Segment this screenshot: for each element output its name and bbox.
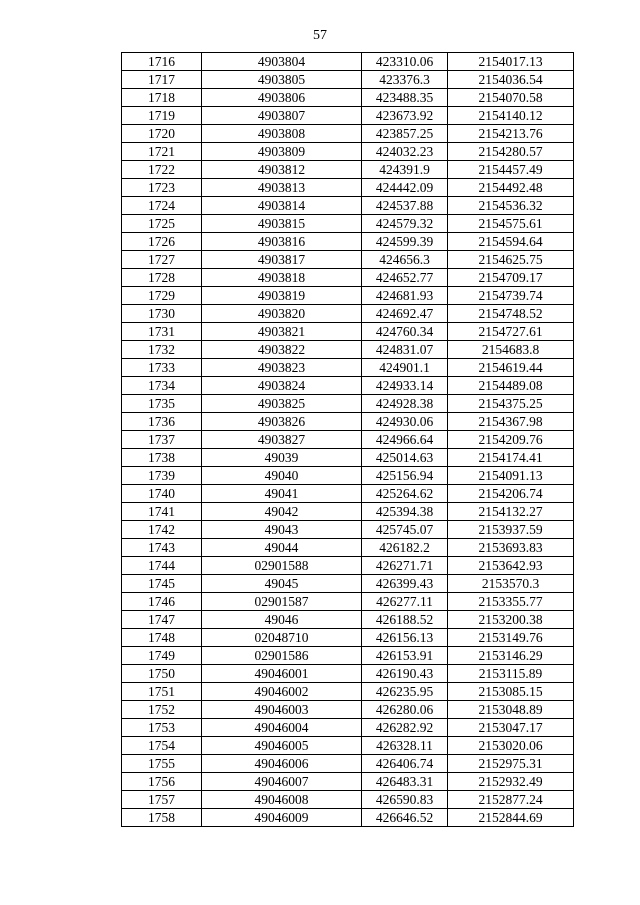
point-id-cell: 4903804 bbox=[202, 53, 362, 71]
x-coordinate-cell: 424442.09 bbox=[362, 179, 448, 197]
point-id-cell: 4903813 bbox=[202, 179, 362, 197]
row-index-cell: 1733 bbox=[122, 359, 202, 377]
table-row bbox=[122, 557, 574, 575]
row-index-cell: 1721 bbox=[122, 143, 202, 161]
point-id-cell: 49046001 bbox=[202, 665, 362, 683]
table-row bbox=[122, 611, 574, 629]
y-coordinate-cell: 2154457.49 bbox=[448, 161, 574, 179]
row-index-cell: 1740 bbox=[122, 485, 202, 503]
point-id-cell: 4903825 bbox=[202, 395, 362, 413]
row-index-cell: 1734 bbox=[122, 377, 202, 395]
table-row bbox=[122, 359, 574, 377]
row-index-cell: 1725 bbox=[122, 215, 202, 233]
table-row bbox=[122, 287, 574, 305]
point-id-cell: 4903823 bbox=[202, 359, 362, 377]
point-id-cell: 02901587 bbox=[202, 593, 362, 611]
table-row bbox=[122, 449, 574, 467]
y-coordinate-cell: 2154375.25 bbox=[448, 395, 574, 413]
x-coordinate-cell: 424656.3 bbox=[362, 251, 448, 269]
point-id-cell: 4903819 bbox=[202, 287, 362, 305]
table-row bbox=[122, 269, 574, 287]
x-coordinate-cell: 424692.47 bbox=[362, 305, 448, 323]
point-id-cell: 02901588 bbox=[202, 557, 362, 575]
y-coordinate-cell: 2153085.15 bbox=[448, 683, 574, 701]
y-coordinate-cell: 2153642.93 bbox=[448, 557, 574, 575]
y-coordinate-cell: 2154091.13 bbox=[448, 467, 574, 485]
point-id-cell: 49046005 bbox=[202, 737, 362, 755]
y-coordinate-cell: 2154280.57 bbox=[448, 143, 574, 161]
row-index-cell: 1749 bbox=[122, 647, 202, 665]
row-index-cell: 1720 bbox=[122, 125, 202, 143]
coordinates-table bbox=[121, 52, 574, 827]
x-coordinate-cell: 426182.2 bbox=[362, 539, 448, 557]
point-id-cell: 49041 bbox=[202, 485, 362, 503]
row-index-cell: 1728 bbox=[122, 269, 202, 287]
row-index-cell: 1722 bbox=[122, 161, 202, 179]
point-id-cell: 4903826 bbox=[202, 413, 362, 431]
x-coordinate-cell: 423310.06 bbox=[362, 53, 448, 71]
x-coordinate-cell: 426280.06 bbox=[362, 701, 448, 719]
y-coordinate-cell: 2154174.41 bbox=[448, 449, 574, 467]
table-row bbox=[122, 89, 574, 107]
x-coordinate-cell: 425745.07 bbox=[362, 521, 448, 539]
row-index-cell: 1755 bbox=[122, 755, 202, 773]
table-row bbox=[122, 701, 574, 719]
x-coordinate-cell: 424930.06 bbox=[362, 413, 448, 431]
point-id-cell: 49043 bbox=[202, 521, 362, 539]
point-id-cell: 49046002 bbox=[202, 683, 362, 701]
point-id-cell: 49046004 bbox=[202, 719, 362, 737]
y-coordinate-cell: 2153355.77 bbox=[448, 593, 574, 611]
row-index-cell: 1742 bbox=[122, 521, 202, 539]
y-coordinate-cell: 2154489.08 bbox=[448, 377, 574, 395]
table-row bbox=[122, 305, 574, 323]
point-id-cell: 4903827 bbox=[202, 431, 362, 449]
point-id-cell: 4903805 bbox=[202, 71, 362, 89]
x-coordinate-cell: 426235.95 bbox=[362, 683, 448, 701]
row-index-cell: 1738 bbox=[122, 449, 202, 467]
y-coordinate-cell: 2153048.89 bbox=[448, 701, 574, 719]
row-index-cell: 1752 bbox=[122, 701, 202, 719]
table-row bbox=[122, 791, 574, 809]
table-row bbox=[122, 341, 574, 359]
table-row bbox=[122, 521, 574, 539]
table-row bbox=[122, 125, 574, 143]
table-row bbox=[122, 665, 574, 683]
table-row bbox=[122, 53, 574, 71]
row-index-cell: 1716 bbox=[122, 53, 202, 71]
table-row bbox=[122, 539, 574, 557]
x-coordinate-cell: 424537.88 bbox=[362, 197, 448, 215]
table-row bbox=[122, 107, 574, 125]
y-coordinate-cell: 2154619.44 bbox=[448, 359, 574, 377]
x-coordinate-cell: 424760.34 bbox=[362, 323, 448, 341]
y-coordinate-cell: 2154213.76 bbox=[448, 125, 574, 143]
table-row bbox=[122, 575, 574, 593]
y-coordinate-cell: 2152844.69 bbox=[448, 809, 574, 827]
point-id-cell: 4903822 bbox=[202, 341, 362, 359]
y-coordinate-cell: 2154727.61 bbox=[448, 323, 574, 341]
y-coordinate-cell: 2154683.8 bbox=[448, 341, 574, 359]
point-id-cell: 4903807 bbox=[202, 107, 362, 125]
x-coordinate-cell: 425014.63 bbox=[362, 449, 448, 467]
table-row bbox=[122, 179, 574, 197]
x-coordinate-cell: 426399.43 bbox=[362, 575, 448, 593]
row-index-cell: 1754 bbox=[122, 737, 202, 755]
row-index-cell: 1732 bbox=[122, 341, 202, 359]
point-id-cell: 49040 bbox=[202, 467, 362, 485]
y-coordinate-cell: 2153693.83 bbox=[448, 539, 574, 557]
table-row bbox=[122, 233, 574, 251]
point-id-cell: 4903814 bbox=[202, 197, 362, 215]
row-index-cell: 1747 bbox=[122, 611, 202, 629]
point-id-cell: 4903806 bbox=[202, 89, 362, 107]
row-index-cell: 1727 bbox=[122, 251, 202, 269]
y-coordinate-cell: 2154575.61 bbox=[448, 215, 574, 233]
point-id-cell: 4903812 bbox=[202, 161, 362, 179]
y-coordinate-cell: 2153937.59 bbox=[448, 521, 574, 539]
x-coordinate-cell: 424599.39 bbox=[362, 233, 448, 251]
table-row bbox=[122, 197, 574, 215]
y-coordinate-cell: 2154036.54 bbox=[448, 71, 574, 89]
table-row bbox=[122, 683, 574, 701]
y-coordinate-cell: 2154140.12 bbox=[448, 107, 574, 125]
row-index-cell: 1753 bbox=[122, 719, 202, 737]
x-coordinate-cell: 426271.71 bbox=[362, 557, 448, 575]
y-coordinate-cell: 2153200.38 bbox=[448, 611, 574, 629]
y-coordinate-cell: 2153146.29 bbox=[448, 647, 574, 665]
table-row bbox=[122, 413, 574, 431]
x-coordinate-cell: 426483.31 bbox=[362, 773, 448, 791]
y-coordinate-cell: 2154748.52 bbox=[448, 305, 574, 323]
page-number: 57 bbox=[313, 28, 327, 43]
point-id-cell: 4903808 bbox=[202, 125, 362, 143]
x-coordinate-cell: 424928.38 bbox=[362, 395, 448, 413]
x-coordinate-cell: 425156.94 bbox=[362, 467, 448, 485]
point-id-cell: 49046009 bbox=[202, 809, 362, 827]
table-row bbox=[122, 485, 574, 503]
point-id-cell: 49046007 bbox=[202, 773, 362, 791]
table-row bbox=[122, 647, 574, 665]
x-coordinate-cell: 426188.52 bbox=[362, 611, 448, 629]
row-index-cell: 1756 bbox=[122, 773, 202, 791]
x-coordinate-cell: 424032.23 bbox=[362, 143, 448, 161]
row-index-cell: 1730 bbox=[122, 305, 202, 323]
point-id-cell: 4903824 bbox=[202, 377, 362, 395]
row-index-cell: 1736 bbox=[122, 413, 202, 431]
y-coordinate-cell: 2154739.74 bbox=[448, 287, 574, 305]
table-row bbox=[122, 719, 574, 737]
point-id-cell: 4903816 bbox=[202, 233, 362, 251]
point-id-cell: 49039 bbox=[202, 449, 362, 467]
row-index-cell: 1737 bbox=[122, 431, 202, 449]
row-index-cell: 1745 bbox=[122, 575, 202, 593]
row-index-cell: 1735 bbox=[122, 395, 202, 413]
x-coordinate-cell: 426406.74 bbox=[362, 755, 448, 773]
y-coordinate-cell: 2153149.76 bbox=[448, 629, 574, 647]
y-coordinate-cell: 2154709.17 bbox=[448, 269, 574, 287]
row-index-cell: 1729 bbox=[122, 287, 202, 305]
x-coordinate-cell: 424681.93 bbox=[362, 287, 448, 305]
point-id-cell: 4903809 bbox=[202, 143, 362, 161]
x-coordinate-cell: 426190.43 bbox=[362, 665, 448, 683]
row-index-cell: 1723 bbox=[122, 179, 202, 197]
point-id-cell: 02901586 bbox=[202, 647, 362, 665]
table-row bbox=[122, 737, 574, 755]
x-coordinate-cell: 424831.07 bbox=[362, 341, 448, 359]
point-id-cell: 4903817 bbox=[202, 251, 362, 269]
x-coordinate-cell: 423376.3 bbox=[362, 71, 448, 89]
table-row bbox=[122, 251, 574, 269]
table-row bbox=[122, 143, 574, 161]
table-row bbox=[122, 467, 574, 485]
y-coordinate-cell: 2154206.74 bbox=[448, 485, 574, 503]
point-id-cell: 49042 bbox=[202, 503, 362, 521]
y-coordinate-cell: 2152975.31 bbox=[448, 755, 574, 773]
y-coordinate-cell: 2153570.3 bbox=[448, 575, 574, 593]
table-row bbox=[122, 395, 574, 413]
table-row bbox=[122, 215, 574, 233]
y-coordinate-cell: 2154209.76 bbox=[448, 431, 574, 449]
x-coordinate-cell: 426590.83 bbox=[362, 791, 448, 809]
table-row bbox=[122, 629, 574, 647]
table-body bbox=[122, 53, 574, 827]
x-coordinate-cell: 424579.32 bbox=[362, 215, 448, 233]
row-index-cell: 1750 bbox=[122, 665, 202, 683]
row-index-cell: 1744 bbox=[122, 557, 202, 575]
point-id-cell: 02048710 bbox=[202, 629, 362, 647]
row-index-cell: 1748 bbox=[122, 629, 202, 647]
y-coordinate-cell: 2154492.48 bbox=[448, 179, 574, 197]
point-id-cell: 49046003 bbox=[202, 701, 362, 719]
x-coordinate-cell: 426277.11 bbox=[362, 593, 448, 611]
table-row bbox=[122, 431, 574, 449]
point-id-cell: 49045 bbox=[202, 575, 362, 593]
x-coordinate-cell: 426156.13 bbox=[362, 629, 448, 647]
row-index-cell: 1751 bbox=[122, 683, 202, 701]
point-id-cell: 49046 bbox=[202, 611, 362, 629]
x-coordinate-cell: 426646.52 bbox=[362, 809, 448, 827]
table-row bbox=[122, 71, 574, 89]
point-id-cell: 49044 bbox=[202, 539, 362, 557]
table-row bbox=[122, 773, 574, 791]
y-coordinate-cell: 2154536.32 bbox=[448, 197, 574, 215]
row-index-cell: 1719 bbox=[122, 107, 202, 125]
point-id-cell: 4903815 bbox=[202, 215, 362, 233]
x-coordinate-cell: 424901.1 bbox=[362, 359, 448, 377]
x-coordinate-cell: 425264.62 bbox=[362, 485, 448, 503]
y-coordinate-cell: 2154017.13 bbox=[448, 53, 574, 71]
y-coordinate-cell: 2153047.17 bbox=[448, 719, 574, 737]
table-row bbox=[122, 503, 574, 521]
x-coordinate-cell: 423673.92 bbox=[362, 107, 448, 125]
y-coordinate-cell: 2154132.27 bbox=[448, 503, 574, 521]
row-index-cell: 1746 bbox=[122, 593, 202, 611]
table-row bbox=[122, 377, 574, 395]
row-index-cell: 1757 bbox=[122, 791, 202, 809]
point-id-cell: 49046008 bbox=[202, 791, 362, 809]
x-coordinate-cell: 426282.92 bbox=[362, 719, 448, 737]
y-coordinate-cell: 2154070.58 bbox=[448, 89, 574, 107]
row-index-cell: 1726 bbox=[122, 233, 202, 251]
x-coordinate-cell: 425394.38 bbox=[362, 503, 448, 521]
y-coordinate-cell: 2154625.75 bbox=[448, 251, 574, 269]
x-coordinate-cell: 424933.14 bbox=[362, 377, 448, 395]
y-coordinate-cell: 2153115.89 bbox=[448, 665, 574, 683]
row-index-cell: 1739 bbox=[122, 467, 202, 485]
table-row bbox=[122, 809, 574, 827]
point-id-cell: 49046006 bbox=[202, 755, 362, 773]
row-index-cell: 1718 bbox=[122, 89, 202, 107]
row-index-cell: 1758 bbox=[122, 809, 202, 827]
row-index-cell: 1724 bbox=[122, 197, 202, 215]
point-id-cell: 4903818 bbox=[202, 269, 362, 287]
x-coordinate-cell: 423488.35 bbox=[362, 89, 448, 107]
row-index-cell: 1743 bbox=[122, 539, 202, 557]
x-coordinate-cell: 423857.25 bbox=[362, 125, 448, 143]
y-coordinate-cell: 2153020.06 bbox=[448, 737, 574, 755]
table-row bbox=[122, 755, 574, 773]
x-coordinate-cell: 424391.9 bbox=[362, 161, 448, 179]
y-coordinate-cell: 2152932.49 bbox=[448, 773, 574, 791]
table-row bbox=[122, 323, 574, 341]
y-coordinate-cell: 2154367.98 bbox=[448, 413, 574, 431]
row-index-cell: 1741 bbox=[122, 503, 202, 521]
x-coordinate-cell: 426153.91 bbox=[362, 647, 448, 665]
table-row bbox=[122, 161, 574, 179]
x-coordinate-cell: 424652.77 bbox=[362, 269, 448, 287]
x-coordinate-cell: 424966.64 bbox=[362, 431, 448, 449]
row-index-cell: 1717 bbox=[122, 71, 202, 89]
y-coordinate-cell: 2152877.24 bbox=[448, 791, 574, 809]
point-id-cell: 4903821 bbox=[202, 323, 362, 341]
row-index-cell: 1731 bbox=[122, 323, 202, 341]
x-coordinate-cell: 426328.11 bbox=[362, 737, 448, 755]
y-coordinate-cell: 2154594.64 bbox=[448, 233, 574, 251]
table-row bbox=[122, 593, 574, 611]
point-id-cell: 4903820 bbox=[202, 305, 362, 323]
